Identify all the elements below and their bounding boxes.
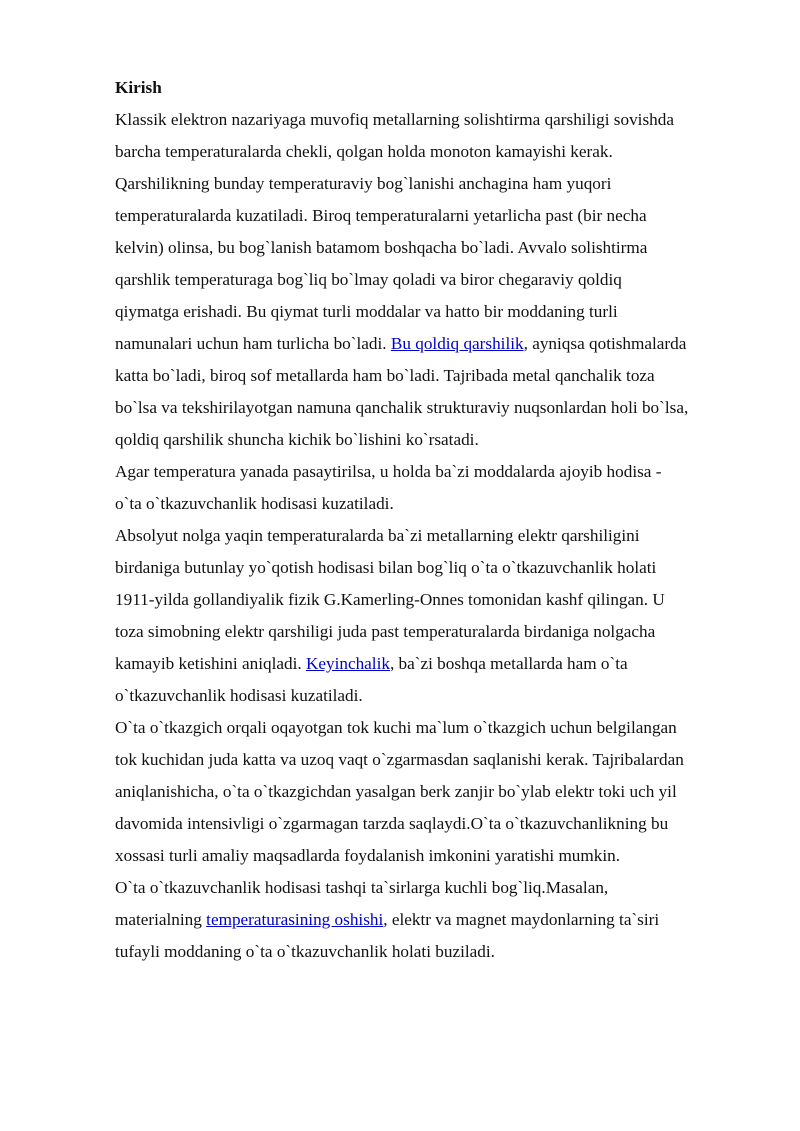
text-run: davomida intensivligi o`zgarmagan tarzda saqlaydi.O`ta o`tkazuvchanlikning bu xyxy=(115,814,669,833)
text-run: qarshlik temperaturaga bog`liq bo`lmay qoladi va biror chegaraviy qoldiq xyxy=(115,270,622,289)
text-run: namunalari uchun ham turlicha bo`ladi. xyxy=(115,334,391,353)
text-run: Agar temperatura yanada pasaytirilsa, u holda ba`zi moddalarda ajoyib hodisa - xyxy=(115,462,662,481)
text-run: temperaturalarda kuzatiladi. Biroq temperaturalarni yetarlicha past (bir necha xyxy=(115,206,647,225)
text-run: kamayib ketishini aniqladi. xyxy=(115,654,306,673)
text-run: katta bo`ladi, biroq sof metallarda ham bo`ladi. Tajribada metal qanchalik toza xyxy=(115,366,655,385)
text-run: , elektr va magnet maydonlarning ta`siri xyxy=(383,910,660,929)
text-run: O`ta o`tkazgich orqali oqayotgan tok kuchi ma`lum o`tkazgich uchun belgilangan xyxy=(115,718,677,737)
text-run: bo`lsa va tekshirilayotgan namuna qanchalik strukturaviy nuqsonlardan holi bo`lsa, xyxy=(115,398,689,417)
paragraph-2 xyxy=(115,456,755,520)
text-run: toza simobning elektr qarshiligi juda past temperaturalarda birdaniga nolgacha xyxy=(115,622,656,641)
link-qoldiq-qarshilik[interactable]: Bu qoldiq qarshilik xyxy=(390,334,524,353)
text-run: Klassik elektron nazariyaga muvofiq metallarning solishtirma qarshiligi sovishda xyxy=(115,110,674,129)
paragraph-5 xyxy=(115,872,755,968)
text-run: Qarshilikning bunday temperaturaviy bog`lanishi anchagina ham yuqori xyxy=(115,174,612,193)
text-run: materialning xyxy=(115,910,207,929)
text-run: xossasi turli amaliy maqsadlarda foydalanish imkonini yaratishi mumkin. xyxy=(115,846,621,865)
paragraph-4 xyxy=(115,712,755,872)
section-heading: Kirish xyxy=(115,78,162,97)
text-run: qoldiq qarshilik shuncha kichik bo`lishini ko`rsatadi. xyxy=(115,430,479,449)
text-run: kelvin) olinsa, bu bog`lanish batamom boshqacha bo`ladi. Avvalo solishtirma xyxy=(115,238,648,257)
text-run: qiymatga erishadi. Bu qiymat turli moddalar va hatto bir moddaning turli xyxy=(115,302,618,321)
text-run: tufayli moddaning o`ta o`tkazuvchanlik holati buziladi. xyxy=(115,942,495,961)
link-temperaturasining-oshishi[interactable]: temperaturasining oshishi xyxy=(206,910,384,929)
text-run: 1911-yilda gollandiyalik fizik G.Kamerling-Onnes tomonidan kashf qilingan. U xyxy=(115,590,665,609)
text-run: tok kuchidan juda katta va uzoq vaqt o`zgarmasdan saqlanishi kerak. Tajribalardan xyxy=(115,750,684,769)
paragraph-1 xyxy=(115,104,755,456)
text-run: o`ta o`tkazuvchanlik hodisasi kuzatiladi. xyxy=(115,494,394,513)
text-run: o`tkazuvchanlik hodisasi kuzatiladi. xyxy=(115,686,363,705)
link-keyinchalik[interactable]: Keyinchalik xyxy=(305,654,390,673)
text-run: Absolyut nolga yaqin temperaturalarda ba`zi metallarning elektr qarshiligini xyxy=(115,526,640,545)
text-run: O`ta o`tkazuvchanlik hodisasi tashqi ta`sirlarga kuchli bog`liq.Masalan, xyxy=(115,878,609,897)
document-page xyxy=(115,72,755,968)
text-run: aniqlanishicha, o`ta o`tkazgichdan yasalgan berk zanjir bo`ylab elektr toki uch yil xyxy=(115,782,677,801)
document-body xyxy=(115,104,755,968)
paragraph-3 xyxy=(115,520,755,712)
text-run: birdaniga butunlay yo`qotish hodisasi bilan bog`liq o`ta o`tkazuvchanlik holati xyxy=(115,558,657,577)
text-run: , ba`zi boshqa metallarda ham o`ta xyxy=(389,654,628,673)
text-run: , ayniqsa qotishmalarda xyxy=(523,334,687,353)
text-run: barcha temperaturalarda chekli, qolgan holda monoton kamayishi kerak. xyxy=(115,142,613,161)
